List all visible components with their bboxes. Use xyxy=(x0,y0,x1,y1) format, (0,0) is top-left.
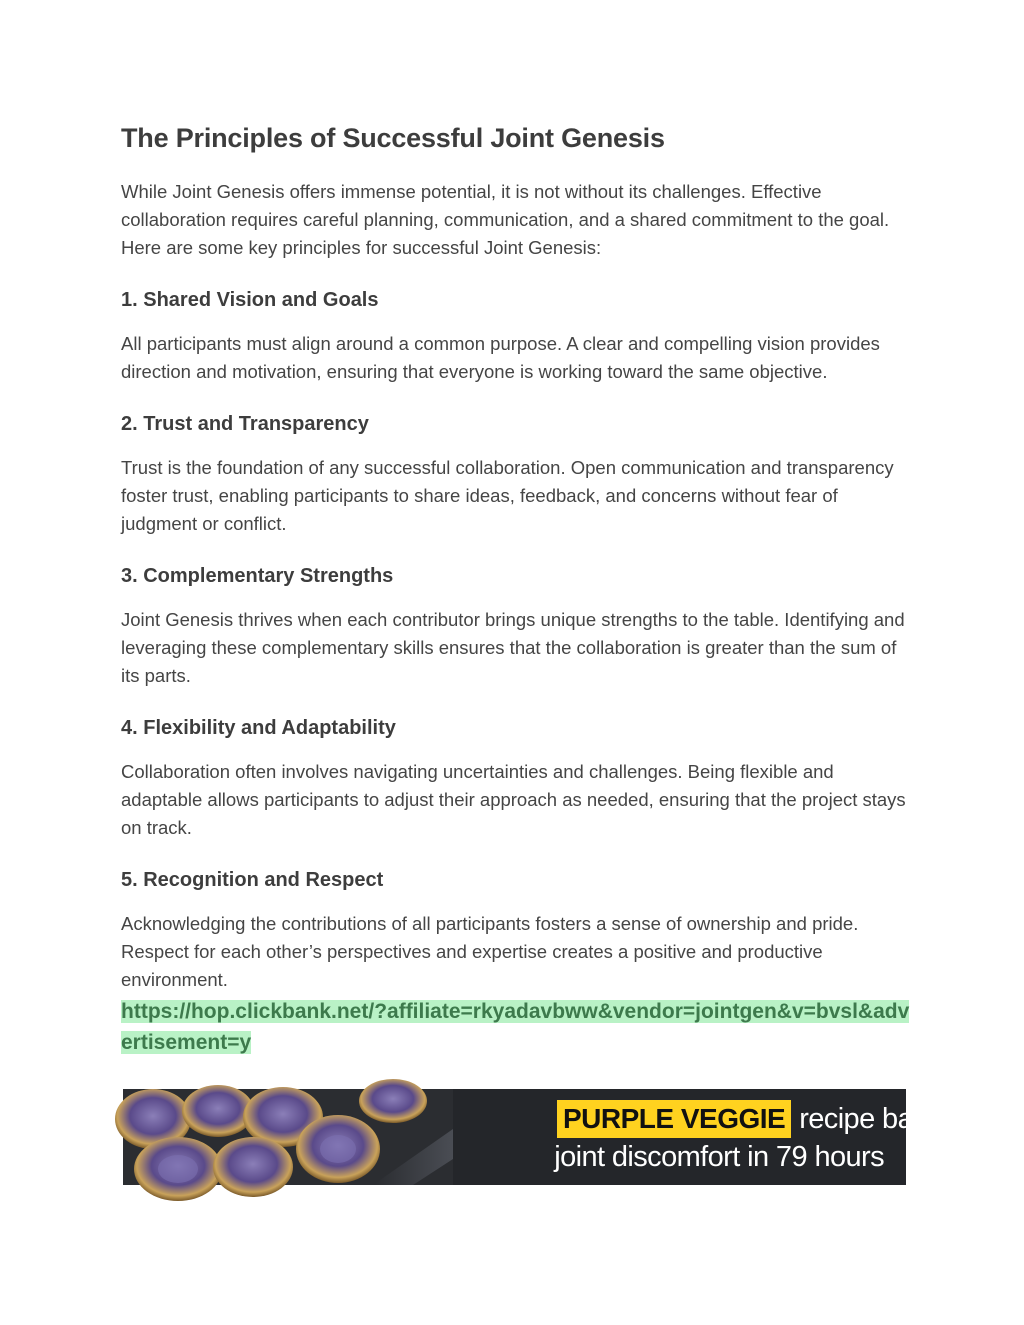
section-body-flexibility: Collaboration often involves navigating uncertainties and challenges. Being flexible and adaptable allows participants to adjust their approach as needed, ensuring that the project stays on track. xyxy=(121,761,906,838)
ad-banner[interactable] xyxy=(123,1089,994,1185)
section-body-shared-vision: All participants must align around a common purpose. A clear and compelling vision provides direction and motivation, ensuring that everyone is working toward the same objective. xyxy=(121,333,880,382)
section-body-strengths: Joint Genesis thrives when each contributor brings unique strengths to the table. Identifying and leveraging these complementary skills ensures that the collaboration is greater than the sum of its parts. xyxy=(121,609,905,686)
affiliate-link-text[interactable]: https://hop.clickbank.net/?affiliate=rkyadavbww&vendor=jointgen&v=bvsl&advertisement=y xyxy=(121,1000,910,1054)
section-heading-trust: 2. Trust and Transparency xyxy=(121,413,369,435)
intro-paragraph: While Joint Genesis offers immense potential, it is not without its challenges. Effective collaboration requires careful planning, communication, and a shared commitment to the goal. Here are some key principles for successful Joint Genesis: xyxy=(121,181,890,258)
document-page xyxy=(121,118,911,1058)
document-title: The Principles of Successful Joint Genesis xyxy=(121,123,665,153)
section-heading-flexibility: 4. Flexibility and Adaptability xyxy=(121,717,396,739)
section-heading-shared-vision: 1. Shared Vision and Goals xyxy=(121,289,379,311)
section-body-recognition: Acknowledging the contributions of all participants fosters a sense of ownership and pride. Respect for each other’s perspectives and expertise creates a positive and productive environment. xyxy=(121,913,859,990)
section-body-trust: Trust is the foundation of any successful collaboration. Open communication and transparency foster trust, enabling participants to share ideas, feedback, and concerns without fear of judgment or conflict. xyxy=(121,457,894,534)
affiliate-link[interactable] xyxy=(121,996,911,1058)
section-heading-recognition: 5. Recognition and Respect xyxy=(121,869,384,891)
banner-subheadline: joint discomfort in 79 hours xyxy=(554,1141,884,1173)
purple-potato-slices-image xyxy=(123,1089,453,1185)
banner-headline xyxy=(557,1099,993,1139)
banner-headline-rest: recipe banishes xyxy=(799,1102,994,1135)
section-heading-strengths: 3. Complementary Strengths xyxy=(121,565,394,587)
banner-highlight-text: PURPLE VEGGIE xyxy=(557,1100,791,1138)
